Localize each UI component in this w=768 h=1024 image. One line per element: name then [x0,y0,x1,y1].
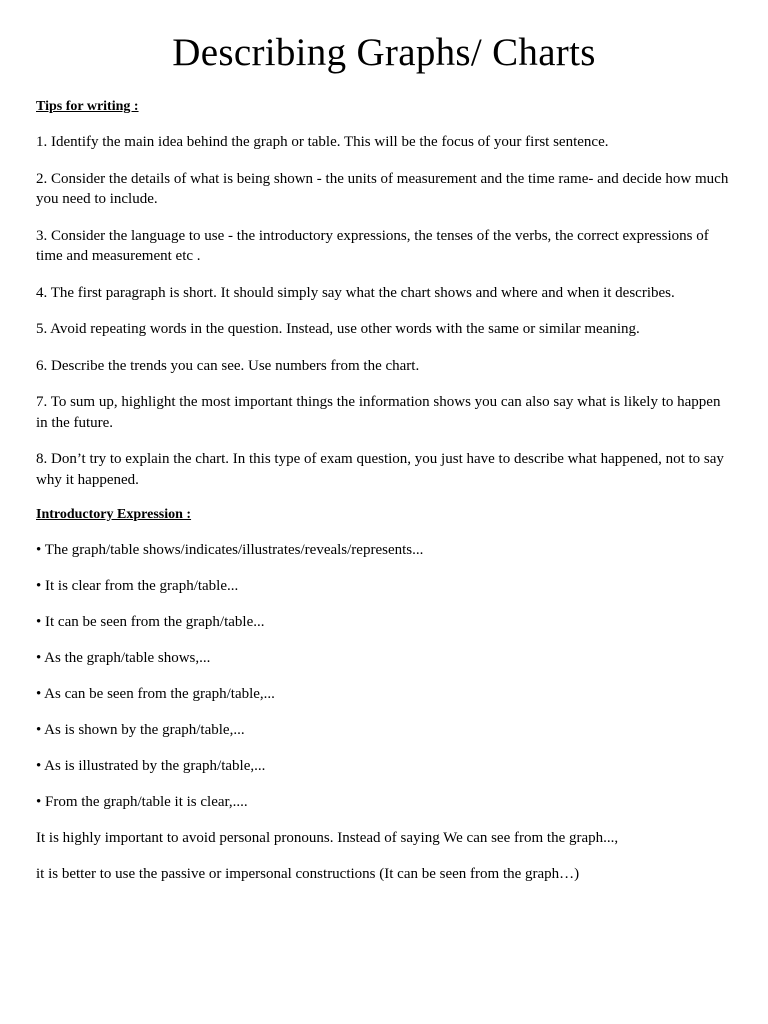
expression-item: • As is illustrated by the graph/table,... [36,758,266,774]
expressions-list [36,540,732,812]
tip-item: 6. Describe the trends you can see. Use numbers from the chart. [36,357,420,374]
tip-item: 8. Don’t try to explain the chart. In this type of exam question, you just have to describe what happened, not to say why it happened. [36,451,724,488]
expression-item: • It can be seen from the graph/table... [36,614,265,630]
document-title: Describing Graphs/ Charts [172,31,596,74]
expression-item: • It is clear from the graph/table... [36,578,239,594]
tip-item: 2. Consider the details of what is being shown - the units of measurement and the time rame- and decide how much you need to include. [36,170,729,207]
expression-item: • As can be seen from the graph/table,... [36,686,275,702]
expression-item: • As is shown by the graph/table,... [36,722,245,738]
tip-item: 5. Avoid repeating words in the question. Instead, use other words with the same or similar meaning. [36,321,640,337]
expression-item: • As the graph/table shows,... [36,650,211,666]
note-paragraph: it is better to use the passive or impersonal constructions (It can be seen from the graph…) [36,866,580,882]
expressions-heading: Introductory Expression : [36,507,192,522]
tips-list [36,132,732,490]
tip-item: 3. Consider the language to use - the introductory expressions, the tenses of the verbs, the correct expressions of time and measurement etc . [36,227,709,264]
note-paragraph: It is highly important to avoid personal pronouns. Instead of saying We can see from the graph..., [36,830,619,846]
expression-item: • The graph/table shows/indicates/illustrates/reveals/represents... [36,542,424,558]
tip-item: 4. The first paragraph is short. It should simply say what the chart shows and where and when it describes. [36,284,675,301]
expression-item: • From the graph/table it is clear,.... [36,794,248,810]
tip-item: 7. To sum up, highlight the most important things the information shows you can also say what is likely to happen in the future. [36,394,721,431]
tip-item: 1. Identify the main idea behind the graph or table. This will be the focus of your first sentence. [36,134,609,150]
tips-heading: Tips for writing : [36,99,139,114]
